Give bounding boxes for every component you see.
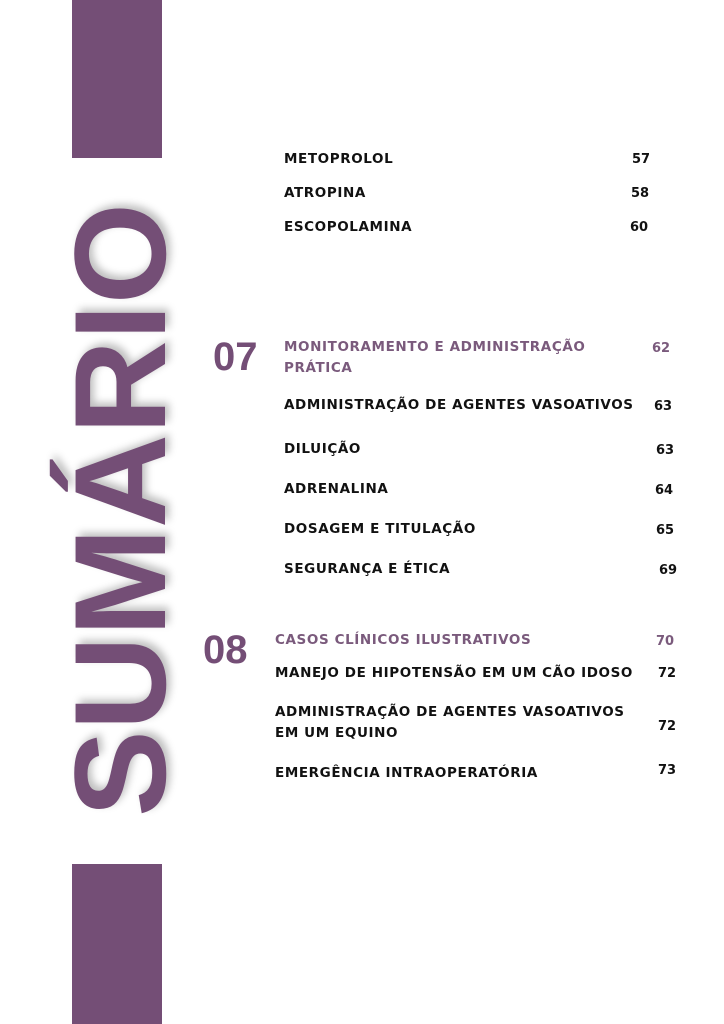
toc-entry[interactable]: EMERGÊNCIA INTRAOPERATÓRIA xyxy=(275,765,538,781)
toc-page: 58 xyxy=(631,186,650,201)
toc-page: 72 xyxy=(658,719,677,734)
toc-entry[interactable]: SEGURANÇA E ÉTICA xyxy=(284,561,451,577)
toc-page: 70 xyxy=(656,634,675,649)
toc-entry[interactable]: ADMINISTRAÇÃO DE AGENTES VASOATIVOS xyxy=(284,397,634,413)
section-number: 07 xyxy=(213,335,258,379)
page-title: SUMÁRIO xyxy=(47,203,193,817)
top-decor-bar xyxy=(72,0,162,158)
toc-page: 62 xyxy=(652,341,671,356)
toc-page: 65 xyxy=(656,523,675,538)
toc-page: 69 xyxy=(659,563,678,578)
toc-entry[interactable]: ADMINISTRAÇÃO DE AGENTES VASOATIVOS xyxy=(275,704,625,720)
section-number: 08 xyxy=(203,628,248,672)
toc-entry[interactable]: METOPROLOL xyxy=(284,151,394,167)
section-title-cont[interactable]: PRÁTICA xyxy=(284,360,353,376)
toc-entry[interactable]: DILUIÇÃO xyxy=(284,441,361,457)
toc-page: 63 xyxy=(656,443,675,458)
toc-entry-cont[interactable]: EM UM EQUINO xyxy=(275,725,399,741)
toc-entry[interactable]: ESCOPOLAMINA xyxy=(284,219,413,235)
toc-entry[interactable]: ADRENALINA xyxy=(284,481,389,497)
toc-page: 60 xyxy=(630,220,649,235)
toc-page: 64 xyxy=(655,483,674,498)
section-title[interactable]: CASOS CLÍNICOS ILUSTRATIVOS xyxy=(275,632,532,648)
toc-entry[interactable]: ATROPINA xyxy=(284,185,366,201)
toc-page: 73 xyxy=(658,763,677,778)
toc-entry[interactable]: MANEJO DE HIPOTENSÃO EM UM CÃO IDOSO xyxy=(275,665,633,681)
toc-entry[interactable]: DOSAGEM E TITULAÇÃO xyxy=(284,521,476,537)
toc-page: 57 xyxy=(632,152,651,167)
toc-page: 72 xyxy=(658,666,677,681)
section-title[interactable]: MONITORAMENTO E ADMINISTRAÇÃO xyxy=(284,339,586,355)
bottom-decor-bar xyxy=(72,864,162,1024)
toc-page: 63 xyxy=(654,399,673,414)
